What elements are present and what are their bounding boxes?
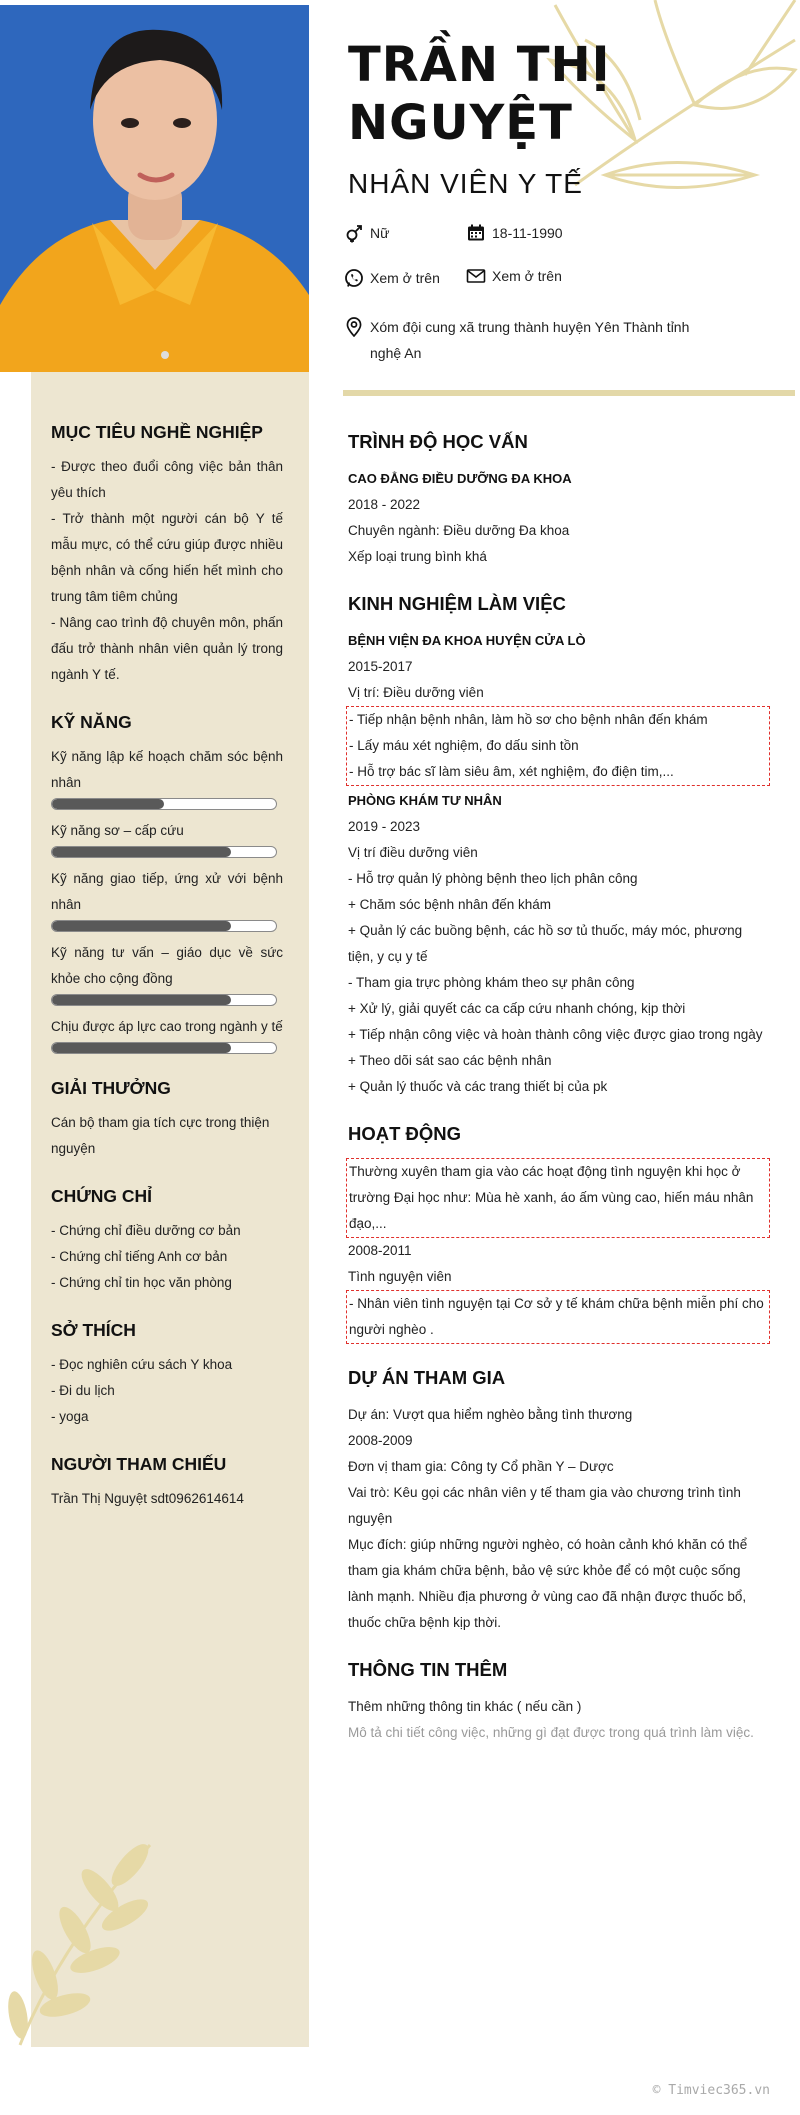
education-heading: TRÌNH ĐỘ HỌC VẤN [348, 431, 528, 452]
skills-heading: KỸ NĂNG [51, 712, 132, 732]
job-position: Vị trí: Điều dưỡng viên [348, 685, 484, 700]
school-name: CAO ĐẲNG ĐIỀU DƯỠNG ĐA KHOA [348, 471, 572, 486]
sidebar [51, 420, 283, 1534]
skill-level-bar [51, 994, 277, 1006]
candidate-name: TRẦN THỊ NGUYỆT [348, 37, 611, 151]
projects-heading: DỰ ÁN THAM GIA [348, 1367, 506, 1388]
activities-heading: HOẠT ĐỘNG [348, 1123, 462, 1144]
references-text: Trần Thị Nguyệt sdt0962614614 [51, 1491, 244, 1506]
hobbies-heading: SỞ THÍCH [51, 1320, 136, 1340]
hobbies-section [51, 1318, 283, 1430]
job-years: 2015-2017 [348, 659, 413, 674]
location-pin-icon [344, 317, 364, 337]
awards-section [51, 1076, 283, 1162]
job-detail: - Hỗ trợ bác sĩ làm siêu âm, xét nghiệm, đo điện tim,... [349, 764, 674, 779]
education-section [348, 430, 768, 570]
skill-label: Kỹ năng tư vấn – giáo dục về sức khỏe cho cộng đồng [51, 945, 283, 986]
address-text: Xóm đội cung xã trung thành huyện Yên Thành tỉnh nghệ An [370, 319, 690, 361]
projects-section [348, 1366, 768, 1636]
hobby-item: - Đi du lịch [51, 1383, 115, 1398]
objective-heading: MỤC TIÊU NGHỀ NGHIỆP [51, 422, 263, 442]
gender-item [344, 223, 389, 243]
job-detail: + Tiếp nhận công việc và hoàn thành công việc được giao trong ngày [348, 1027, 763, 1042]
leaf-decoration-bottom-icon [0, 1835, 160, 2050]
skill-label: Kỹ năng lập kế hoạch chăm sóc bệnh nhân [51, 749, 283, 790]
certificate-item: - Chứng chỉ tiếng Anh cơ bản [51, 1249, 228, 1264]
job-detail: + Quản lý thuốc và các trang thiết bị của pk [348, 1079, 608, 1094]
skill-level-fill [52, 1043, 231, 1053]
education-major: Chuyên ngành: Điều dưỡng Đa khoa [348, 523, 570, 538]
job-detail: - Tham gia trực phòng khám theo sự phân công [348, 975, 635, 990]
job-years: 2019 - 2023 [348, 819, 421, 834]
job-detail: + Xử lý, giải quyết các ca cấp cứu nhanh chóng, kịp thời [348, 1001, 686, 1016]
activities-section [348, 1122, 768, 1344]
certificates-section [51, 1184, 283, 1296]
skill-level-bar [51, 846, 277, 858]
skill-level-bar [51, 798, 277, 810]
skill-level-bar [51, 1042, 277, 1054]
profile-photo [0, 5, 309, 372]
job-position: Vị trí điều dưỡng viên [348, 845, 478, 860]
activities-detail: - Nhân viên tình nguyện tại Cơ sở y tế khám chữa bệnh miễn phí cho người nghèo . [346, 1290, 770, 1344]
job-detail: + Theo dõi sát sao các bệnh nhân [348, 1053, 552, 1068]
gender-icon [344, 223, 364, 243]
project-line: 2008-2009 [348, 1433, 413, 1448]
references-section [51, 1452, 283, 1512]
job-detail: - Hỗ trợ quản lý phòng bệnh theo lịch phân công [348, 871, 638, 886]
job-details-highlight [346, 706, 770, 786]
objective-line: - Nâng cao trình độ chuyên môn, phấn đấu trở thành nhân viên quản lý trong ngành Y tế. [51, 615, 283, 682]
job-company: BỆNH VIỆN ĐA KHOA HUYỆN CỬA LÒ [348, 633, 586, 648]
certificate-item: - Chứng chỉ điều dưỡng cơ bản [51, 1223, 241, 1238]
objective-line: - Được theo đuổi công việc bản thân yêu thích [51, 459, 283, 500]
email-item [466, 266, 562, 286]
job-detail: - Tiếp nhận bệnh nhân, làm hồ sơ cho bệnh nhân đến khám [349, 712, 708, 727]
hobby-item: - Đọc nghiên cứu sách Y khoa [51, 1357, 233, 1372]
skill-item [51, 818, 283, 858]
dob-text: 18-11-1990 [492, 225, 563, 241]
education-years: 2018 - 2022 [348, 497, 421, 512]
certificates-heading: CHỨNG CHỈ [51, 1186, 153, 1206]
main-content [348, 430, 768, 1768]
awards-heading: GIẢI THƯỞNG [51, 1078, 171, 1098]
objective-section [51, 420, 283, 688]
project-line: Mục đích: giúp những người nghèo, có hoàn cảnh khó khăn có thể tham gia khám chữa bệnh, bảo vệ sức khỏe để có một cuộc sống lành mạnh. Nhiều địa phương ở vùng cao đã nhận được thuốc bổ, thuốc chữa bệnh kịp thời. [348, 1537, 748, 1630]
job-company: PHÒNG KHÁM TƯ NHÂN [348, 793, 502, 808]
skill-level-fill [52, 921, 231, 931]
whatsapp-phone-icon [344, 268, 364, 288]
activities-role: Tình nguyện viên [348, 1269, 452, 1284]
job-detail: + Chăm sóc bệnh nhân đến khám [348, 897, 552, 912]
skill-level-fill [52, 995, 231, 1005]
activities-years: 2008-2011 [348, 1243, 412, 1258]
phone-item [344, 268, 440, 288]
job-detail: - Lấy máu xét nghiệm, đo dấu sinh tồn [349, 738, 579, 753]
additional-heading: THÔNG TIN THÊM [348, 1659, 508, 1680]
skill-level-fill [52, 847, 231, 857]
objective-line: - Trở thành một người cán bộ Y tế mẫu mực, có thể cứu giúp được nhiều bệnh nhân và cống hiến hết mình cho trung tâm tiêm chủng [51, 511, 283, 604]
references-heading: NGƯỜI THAM CHIẾU [51, 1454, 227, 1474]
project-line: Đơn vị tham gia: Công ty Cổ phần Y – Dược [348, 1459, 614, 1474]
additional-placeholder: Mô tả chi tiết công việc, những gì đạt được trong quá trình làm việc. [348, 1725, 754, 1740]
skill-item [51, 744, 283, 810]
awards-text: Cán bộ tham gia tích cực trong thiện nguyện [51, 1115, 270, 1156]
hobby-item: - yoga [51, 1409, 89, 1424]
skills-section [51, 710, 283, 1054]
additional-text: Thêm những thông tin khác ( nếu cần ) [348, 1699, 582, 1714]
job-detail: + Quản lý các buồng bệnh, các hồ sơ tủ thuốc, máy móc, phương tiện, y cụ y tế [348, 923, 743, 964]
skill-item [51, 940, 283, 1006]
email-text: Xem ở trên [492, 268, 562, 284]
watermark: © Timviec365.vn [652, 2083, 770, 2098]
education-grade: Xếp loại trung bình khá [348, 549, 487, 564]
additional-section [348, 1658, 768, 1746]
experience-heading: KINH NGHIỆM LÀM VIỆC [348, 593, 566, 614]
skill-item [51, 1014, 283, 1054]
skill-label: Kỹ năng sơ – cấp cứu [51, 823, 184, 838]
phone-text: Xem ở trên [370, 270, 440, 286]
experience-section [348, 592, 768, 1100]
job-title: NHÂN VIÊN Y TẾ [348, 168, 583, 199]
project-line: Dự án: Vượt qua hiểm nghèo bằng tình thương [348, 1407, 633, 1422]
header-divider [343, 390, 795, 396]
gender-text: Nữ [370, 225, 390, 241]
mail-icon [466, 266, 486, 286]
skill-level-bar [51, 920, 277, 932]
activities-intro: Thường xuyên tham gia vào các hoạt động tình nguyện khi học ở trường Đại học như: Mùa hè xanh, áo ấm vùng cao, hiến máu nhân đạo,... [346, 1158, 770, 1238]
skill-item [51, 866, 283, 932]
skill-level-fill [52, 799, 164, 809]
certificate-item: - Chứng chỉ tin học văn phòng [51, 1275, 232, 1290]
calendar-icon [466, 223, 486, 243]
address-item [344, 314, 704, 366]
skill-label: Kỹ năng giao tiếp, ứng xử với bệnh nhân [51, 871, 283, 912]
project-line: Vai trò: Kêu gọi các nhân viên y tế tham gia vào chương trình tình nguyện [348, 1485, 741, 1526]
dob-item [466, 223, 563, 243]
skill-label: Chịu được áp lực cao trong ngành y tế [51, 1019, 283, 1034]
